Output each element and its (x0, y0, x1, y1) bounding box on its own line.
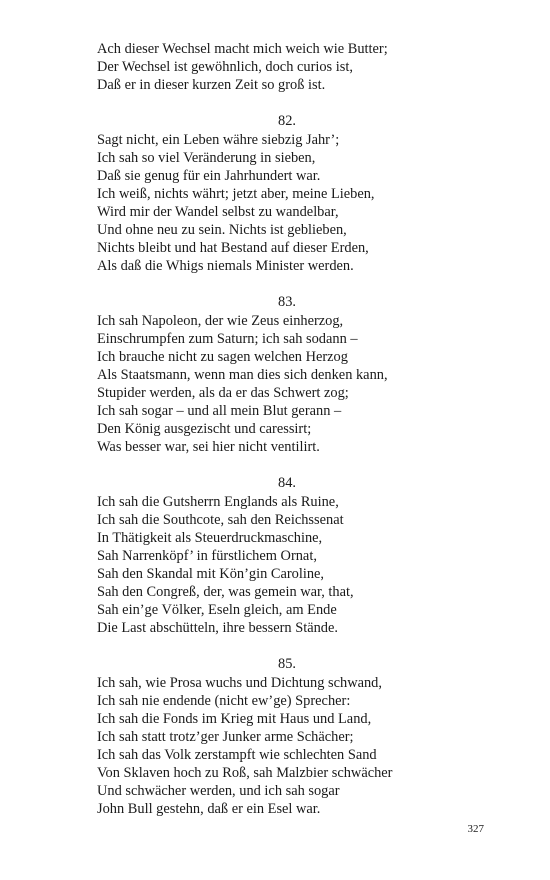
verse-line: Stupider werden, als da er das Schwert zog; (97, 385, 349, 401)
verse-line: Als daß die Whigs niemals Minister werden. (97, 258, 354, 274)
verse-line: Einschrumpfen zum Saturn; ich sah sodann – (97, 331, 358, 347)
poem-text (97, 40, 477, 818)
verse-line: Ich sah statt trotz’ger Junker arme Schächer; (97, 729, 354, 745)
verse-line: Sah Narrenköpf’ in fürstlichem Ornat, (97, 548, 317, 564)
verse-line: Die Last abschütteln, ihre bessern Stände. (97, 620, 338, 636)
verse-line: Der Wechsel ist gewöhnlich, doch curios ist, (97, 59, 353, 75)
verse-line: Ich sah die Gutsherrn Englands als Ruine, (97, 494, 339, 510)
verse-line: Sah den Congreß, der, was gemein war, that, (97, 584, 354, 600)
stanza-number: 84. (278, 475, 296, 491)
stanza-continued (97, 40, 477, 94)
verse-line: Sah den Skandal mit Kön’gin Caroline, (97, 566, 325, 582)
verse-line: Daß er in dieser kurzen Zeit so groß ist. (97, 77, 326, 93)
stanza-84 (97, 474, 477, 637)
verse-line: Ich brauche nicht zu sagen welchen Herzog (97, 349, 348, 365)
verse-line: Nichts bleibt und hat Bestand auf dieser Erden, (97, 240, 369, 256)
verse-line: Und ohne neu zu sein. Nichts ist geblieben, (97, 222, 347, 238)
verse-line: Ich sah die Fonds im Krieg mit Haus und Land, (97, 711, 372, 727)
stanza-number: 82. (278, 113, 296, 129)
verse-line: Ich sah Napoleon, der wie Zeus einherzog, (97, 313, 344, 329)
verse-line: Ich sah sogar – und all mein Blut gerann – (97, 403, 342, 419)
verse-line: Ich weiß, nichts währt; jetzt aber, meine Lieben, (97, 186, 375, 202)
stanza-82 (97, 112, 477, 275)
verse-line: Ich sah, wie Prosa wuchs und Dichtung schwand, (97, 675, 382, 691)
stanza-83 (97, 293, 477, 456)
verse-line: Ich sah die Southcote, sah den Reichssenat (97, 512, 344, 528)
verse-line: John Bull gestehn, daß er ein Esel war. (97, 801, 321, 817)
verse-line: Ich sah nie endende (nicht ew’ge) Sprecher: (97, 693, 351, 709)
verse-line: Wird mir der Wandel selbst zu wandelbar, (97, 204, 339, 220)
page-number: 327 (467, 823, 484, 835)
verse-line: Daß sie genug für ein Jahrhundert war. (97, 168, 321, 184)
verse-line: Ach dieser Wechsel macht mich weich wie Butter; (97, 41, 388, 57)
verse-line: Als Staatsmann, wenn man dies sich denken kann, (97, 367, 388, 383)
verse-line: Von Sklaven hoch zu Roß, sah Malzbier schwächer (97, 765, 393, 781)
verse-line: Sah ein’ge Völker, Eseln gleich, am Ende (97, 602, 337, 618)
verse-line: In Thätigkeit als Steuerdruckmaschine, (97, 530, 323, 546)
verse-line: Den König ausgezischt und caressirt; (97, 421, 312, 437)
verse-line: Ich sah das Volk zerstampft wie schlechten Sand (97, 747, 377, 763)
verse-line: Sagt nicht, ein Leben währe siebzig Jahr’; (97, 132, 340, 148)
verse-line: Ich sah so viel Veränderung in sieben, (97, 150, 316, 166)
stanza-number: 83. (278, 294, 296, 310)
verse-line: Was besser war, sei hier nicht ventilirt. (97, 439, 320, 455)
verse-line: Und schwächer werden, und ich sah sogar (97, 783, 340, 799)
stanza-number: 85. (278, 656, 296, 672)
stanza-85 (97, 655, 477, 818)
